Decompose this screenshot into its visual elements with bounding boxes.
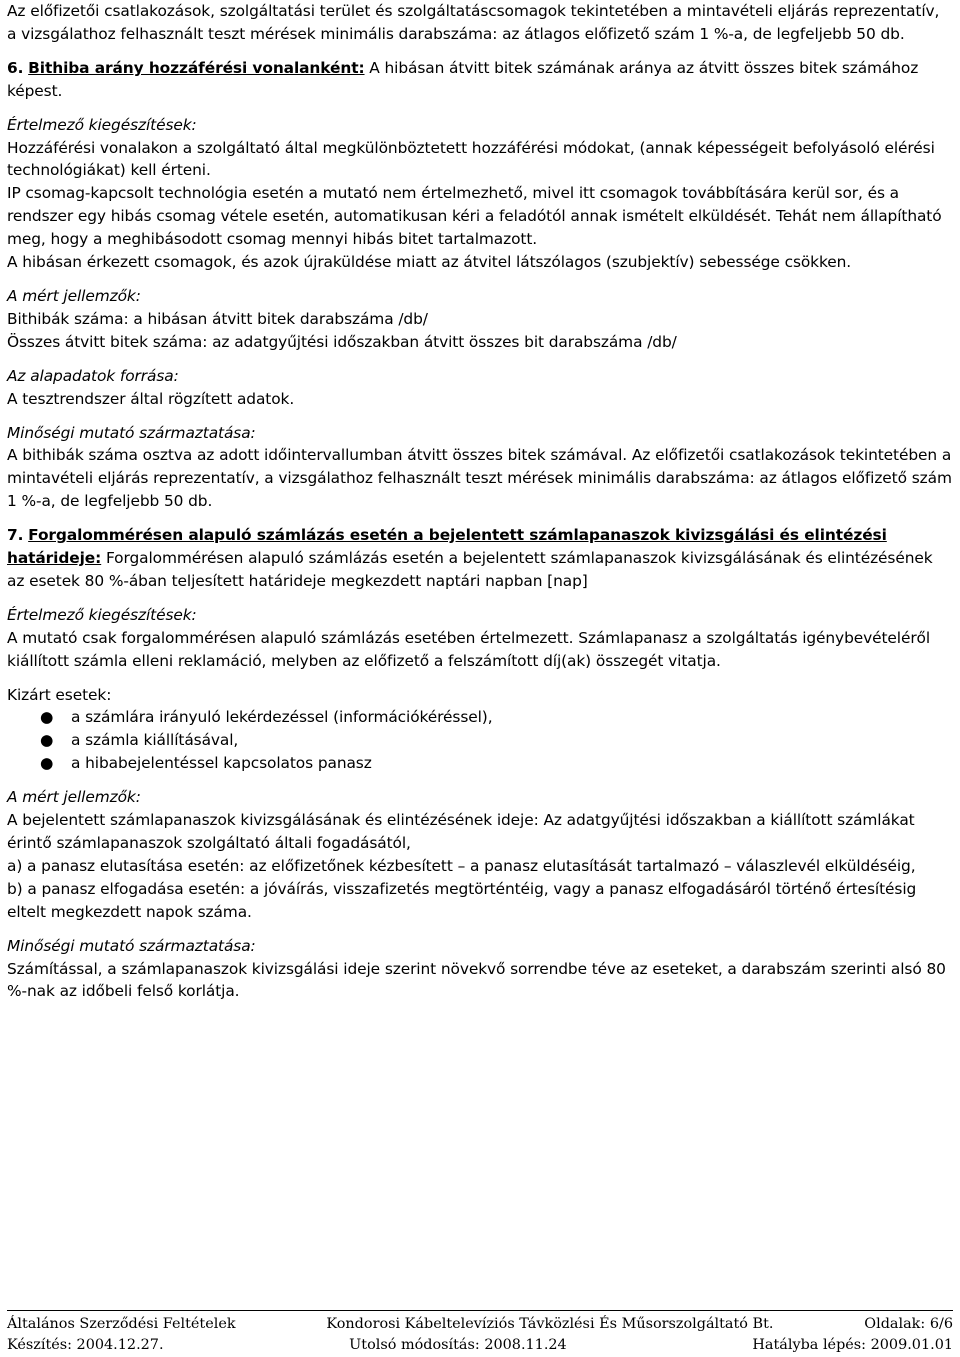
s6-interp-2: IP csomag-kapcsolt technológia esetén a mutató nem értelmezhető, mivel itt csomagok továbbítására kerül sor, és a rendszer egy hibás csomag vétele esetén, automatikusan kéri a feladótól annak ismételt elküldését. Tehát nem állapítható meg, hogy a meghibásodott csomag mennyi hibás bitet tartalmazott.: [7, 184, 942, 249]
footer-doc-title: Általános Szerződési Feltételek: [7, 1316, 236, 1332]
bullet-icon: ●: [40, 708, 54, 727]
section-6-heading: [7, 57, 953, 103]
page-footer: [7, 1310, 953, 1356]
footer-effective: Hatályba lépés: 2009.01.01: [752, 1337, 953, 1353]
document-page: [7, 0, 953, 1003]
footer-company: Kondorosi Kábeltelevíziós Távközlési És Műsorszolgáltató Bt.: [326, 1316, 774, 1332]
s7-measured-b: b) a panasz elfogadása esetén: a jóváírás, visszafizetés megtörténtéig, vagy a panasz elfogadásáról történő értesítésig eltelt megkezdett napok száma.: [7, 879, 917, 921]
s6-measured-2: Összes átvitt bitek száma: az adatgyűjtési időszakban átvitt összes bit darabszáma /db/: [7, 332, 677, 351]
intro-paragraph: Az előfizetői csatlakozások, szolgáltatási terület és szolgáltatáscsomagok tekintetében a mintavételi eljárás reprezentatív, a vizsgálathoz felhasznált teszt mérések minimális darabszáma: az átlagos előfizető szám 1 %-a, de legfeljebb 50 db.: [7, 2, 940, 43]
list-item: ● a számlára irányuló lekérdezéssel (információkéréssel),: [7, 706, 953, 729]
s7-measured-a: a) a panasz elutasítása esetén: az előfizetőnek kézbesített – a panasz elutasítását tartalmazó – válaszlevél elküldéséig,: [7, 856, 916, 875]
s7-measured-1: A bejelentett számlapanaszok kivizsgálásának és elintézésének ideje: Az adatgyűjtési időszakban a kiállított számlákat érintő számlapanaszok szolgáltató általi fogadásától,: [7, 811, 915, 852]
footer-modified: Utolsó módosítás: 2008.11.24: [349, 1337, 567, 1353]
s6-interp-1: Hozzáférési vonalakon a szolgáltató által megkülönböztetett hozzáférési módokat, (annak képességeit befolyásoló elérési technológiákat) kell érteni.: [7, 138, 935, 180]
bullet-icon: ●: [40, 731, 54, 750]
s6-source-heading: Az alapadatok forrása:: [7, 366, 179, 385]
s6-source: A tesztrendszer által rögzített adatok.: [7, 389, 295, 408]
s6-measured-1: Bithibák száma: a hibásan átvitt bitek darabszáma /db/: [7, 309, 428, 328]
s6-measured-heading: A mért jellemzők:: [7, 286, 141, 305]
list-item: ● a hibabejelentéssel kapcsolatos panasz: [7, 752, 953, 775]
s7-excluded-list: [7, 706, 953, 775]
s6-derive-heading: Minőségi mutató származtatása:: [7, 423, 256, 442]
section-7-definition: Forgalommérésen alapuló számlázás esetén a bejelentett számlapanaszok kivizsgálásának és elintézésének az esetek 80 %-ában teljesített határideje megkezdett naptári napban [nap]: [7, 549, 933, 590]
bullet-icon: ●: [40, 754, 54, 773]
footer-pages: Oldalak: 6/6: [864, 1316, 953, 1332]
section-6-number: 6.: [7, 58, 24, 77]
s6-interp-heading: Értelmező kiegészítések:: [7, 115, 197, 134]
section-7-title: Forgalommérésen alapuló számlázás esetén a bejelentett számlapanaszok kivizsgálási és elintézési határideje:: [7, 526, 887, 568]
s6-derive: A bithibák száma osztva az adott időintervallumban átvitt összes bitek számával. Az előfizetői csatlakozások tekintetében a mintavételi eljárás reprezentatív, a vizsgálathoz felhasznált teszt mérések minimális darabszáma: az átlagos előfizető szám 1 %-a, de legfeljebb 50 db.: [7, 446, 952, 511]
section-7-heading: [7, 524, 953, 593]
section-7-number: 7.: [7, 526, 24, 545]
list-item: ● a számla kiállításával,: [7, 729, 953, 752]
s6-interp-3: A hibásan érkezett csomagok, és azok újraküldése miatt az átvitel látszólagos (szubjektív) sebessége csökken.: [7, 253, 852, 272]
s7-interp: A mutató csak forgalommérésen alapuló számlázás esetében értelmezett. Számlapanasz a szolgáltatás igénybevételéről kiállított számla elleni reklamáció, melyben az előfizető a felszámított díj(ak) összegét vitatja.: [7, 628, 931, 670]
s7-interp-heading: Értelmező kiegészítések:: [7, 605, 197, 624]
footer-created: Készítés: 2004.12.27.: [7, 1337, 164, 1353]
s7-derive: Számítással, a számlapanaszok kivizsgálási ideje szerint növekvő sorrendbe téve az eseteket, a darabszám szerinti alsó 80 %-nak az időbeli felső korlátja.: [7, 959, 946, 1001]
s7-excluded-heading: Kizárt esetek:: [7, 685, 112, 704]
s7-derive-heading: Minőségi mutató származtatása:: [7, 936, 256, 955]
s7-measured-heading: A mért jellemzők:: [7, 788, 141, 807]
section-6-definition: A hibásan átvitt bitek számának aránya az átvitt összes bitek számához képest.: [7, 58, 919, 100]
section-6-title: Bithiba arány hozzáférési vonalanként:: [28, 58, 365, 77]
